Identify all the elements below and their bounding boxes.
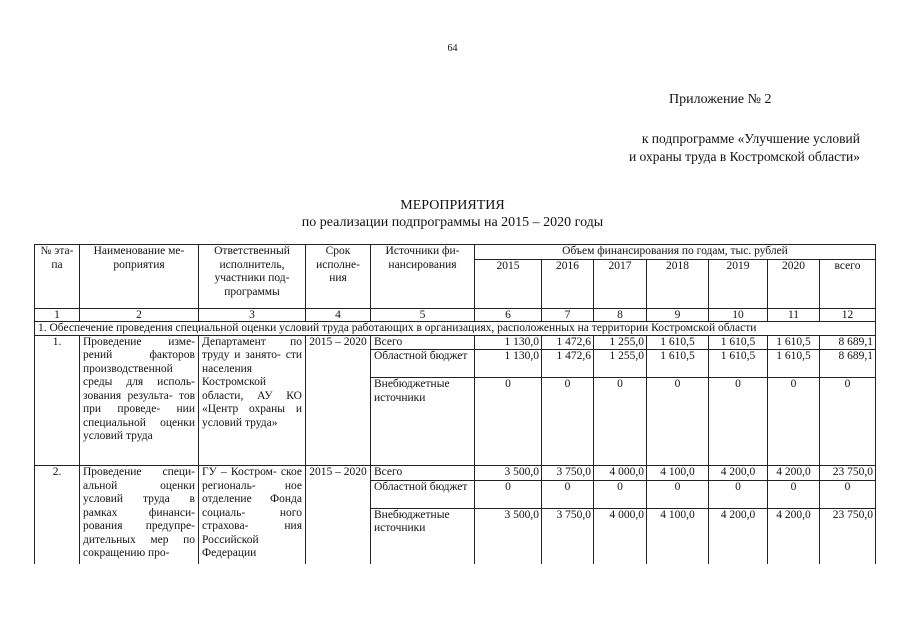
header-year: 2017 <box>594 259 647 308</box>
funding-total: 8 689,1 <box>820 350 876 378</box>
funding-total: 8 689,1 <box>820 335 876 350</box>
funding-value: 0 <box>594 480 647 508</box>
header-sources: Источники фи- нансирования <box>371 245 475 309</box>
funding-value: 1 472,6 <box>542 335 594 350</box>
section-row <box>35 321 876 335</box>
funding-value: 0 <box>542 480 594 508</box>
funding-value: 3 750,0 <box>542 508 594 564</box>
header-name: Наименование ме- роприятия <box>80 245 199 309</box>
activity-executor: Департамент по труду и занято- сти населения Костромской области, АУ КО «Центр охраны и условий труда» <box>199 335 306 466</box>
document-title-block <box>0 197 905 231</box>
column-number: 9 <box>647 308 709 321</box>
section-title: 1. Обеспечение проведения специальной оценки условий труда работающих в организациях, расположенных на территории Костромской области <box>35 321 876 335</box>
column-number: 5 <box>371 308 475 321</box>
column-number: 12 <box>820 308 876 321</box>
funding-value: 1 130,0 <box>475 335 542 350</box>
column-number: 8 <box>594 308 647 321</box>
funding-value: 1 610,5 <box>709 350 768 378</box>
funding-total: 23 750,0 <box>820 508 876 564</box>
funding-value: 4 200,0 <box>709 508 768 564</box>
activity-num: 2. <box>35 466 80 565</box>
funding-source: Всего <box>371 335 475 350</box>
funding-value: 0 <box>475 378 542 466</box>
header-year: 2016 <box>542 259 594 308</box>
funding-source: Всего <box>371 466 475 481</box>
column-number-row <box>35 308 876 321</box>
funding-source: Областной бюджет <box>371 480 475 508</box>
funding-total: 0 <box>820 378 876 466</box>
column-number: 10 <box>709 308 768 321</box>
funding-value: 4 100,0 <box>647 508 709 564</box>
funding-value: 1 130,0 <box>475 350 542 378</box>
activity-term: 2015 – 2020 <box>306 466 371 565</box>
header-total: всего <box>820 259 876 308</box>
funding-value: 0 <box>475 480 542 508</box>
funding-source: Внебюджетные источники <box>371 508 475 564</box>
funding-value: 3 750,0 <box>542 466 594 481</box>
activity-num: 1. <box>35 335 80 466</box>
appendix-subtitle <box>629 130 860 166</box>
funding-value: 3 500,0 <box>475 508 542 564</box>
column-number: 3 <box>199 308 306 321</box>
header-year: 2015 <box>475 259 542 308</box>
funding-value: 4 100,0 <box>647 466 709 481</box>
header-term: Срок исполне- ния <box>306 245 371 309</box>
funding-value: 0 <box>768 480 820 508</box>
column-number: 7 <box>542 308 594 321</box>
funding-total: 23 750,0 <box>820 466 876 481</box>
funding-value: 4 000,0 <box>594 508 647 564</box>
activity-term: 2015 – 2020 <box>306 335 371 466</box>
funding-value: 4 200,0 <box>768 466 820 481</box>
funding-value: 0 <box>647 480 709 508</box>
column-number: 6 <box>475 308 542 321</box>
funding-value: 1 610,5 <box>647 335 709 350</box>
funding-value: 1 610,5 <box>709 335 768 350</box>
funding-value: 1 610,5 <box>768 335 820 350</box>
activities-table <box>34 244 876 564</box>
header-year: 2020 <box>768 259 820 308</box>
column-number: 11 <box>768 308 820 321</box>
funding-value: 4 200,0 <box>709 466 768 481</box>
funding-value: 1 610,5 <box>647 350 709 378</box>
header-num: № эта- па <box>35 245 80 309</box>
document-subtitle: по реализации подпрограммы на 2015 – 2020 годы <box>301 215 604 230</box>
funding-source: Внебюджетные источники <box>371 378 475 466</box>
funding-value: 0 <box>709 378 768 466</box>
funding-value: 0 <box>768 378 820 466</box>
table-row <box>35 335 876 350</box>
activity-executor: ГУ – Костром- ское региональ- ное отделение Фонда социаль- ного страхова- ния Российской Федерации <box>199 466 306 565</box>
funding-value: 1 472,6 <box>542 350 594 378</box>
funding-source: Областной бюджет <box>371 350 475 378</box>
funding-value: 1 610,5 <box>768 350 820 378</box>
subtitle-line: и охраны труда в Костромской области» <box>628 149 860 164</box>
header-executor: Ответственный исполнитель, участники под- программы <box>199 245 306 309</box>
funding-total: 0 <box>820 480 876 508</box>
page-number: 64 <box>447 43 458 54</box>
column-number: 1 <box>35 308 80 321</box>
funding-value: 0 <box>647 378 709 466</box>
subtitle-line: к подпрограмме «Улучшение условий <box>641 131 860 146</box>
table-row <box>35 466 876 481</box>
funding-value: 0 <box>709 480 768 508</box>
activity-name: Проведение изме- рений факторов производственной среды для исполь- зования результа- тов при проведе- нии специальной оценки условий труда <box>80 335 199 466</box>
funding-value: 3 500,0 <box>475 466 542 481</box>
header-funding-group: Объем финансирования по годам, тыс. рублей <box>475 245 876 260</box>
document-title: МЕРОПРИЯТИЯ <box>400 198 505 213</box>
appendix-title: Приложение № 2 <box>669 92 772 107</box>
funding-value: 4 000,0 <box>594 466 647 481</box>
header-year: 2019 <box>709 259 768 308</box>
funding-value: 4 200,0 <box>768 508 820 564</box>
funding-value: 0 <box>542 378 594 466</box>
funding-value: 0 <box>594 378 647 466</box>
header-row <box>35 245 876 260</box>
funding-value: 1 255,0 <box>594 350 647 378</box>
header-year: 2018 <box>647 259 709 308</box>
funding-value: 1 255,0 <box>594 335 647 350</box>
column-number: 4 <box>306 308 371 321</box>
activity-name: Проведение специ- альной оценки условий труда в рамках финанси- рования предупре- дительных мер по сокращению про- <box>80 466 199 565</box>
column-number: 2 <box>80 308 199 321</box>
